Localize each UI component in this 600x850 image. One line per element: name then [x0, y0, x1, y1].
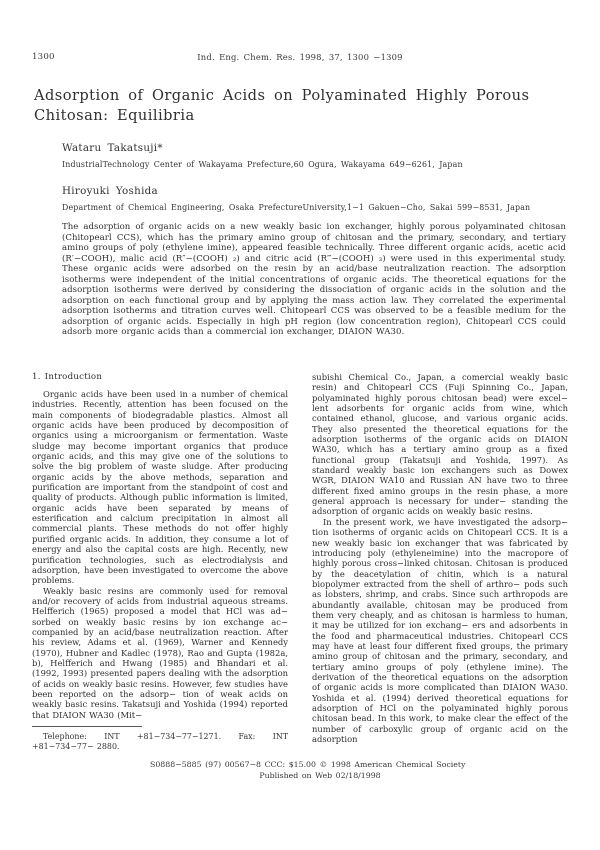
running-head — [32, 52, 568, 66]
left-column — [32, 372, 288, 720]
footer-publication-date: Published on Web 02/18/1998 — [259, 770, 381, 780]
left-paragraph-1: Organic acids have been used in a number of chemical industries. Recently, attention has been focused on the main components of biodegradable plastics. Almost all organic acids have been produced by decomposition of organics using a microorganism or fermentation. Waste sludge may become important organics that produce organic acids, and this may give one of the solutions to solve the big problem of waste sludge. After producing organic acids by the above methods, separation and purification are important from the standpoint of cost and quality of products. Although public information is limited, organic acids have been separated by means of esterification and calcium precipitation in almost all commercial plants. These methods do not offer highly purified organic acids. In addition, they consume a lot of energy and also the capital costs are high. Recently, new purification technologies, such as electrodialysis and adsorption, have been investigated to overcome the above problems. — [32, 389, 288, 586]
right-paragraph-1: subishi Chemical Co., Japan, a comercial weakly basic resin) and Chitopearl CCS (Fuji Spinning Co., Japan, polyaminated highly porous chitosan bead) were excel− lent adsorbents for organic acids from wine, which contained ethanol, glucose, and various organic acids. They also presented the theoretical equations for the adsorption isotherms of the organic acids on DIAION WA30, which has a tertiary amino group as a fixed functional group (Takatsuji and Yoshida, 1997). As standard weakly basic ion exchangers such as Dowex WGR, DIAION WA10 and Russian AN have two to three different fixed amino groups in the resin phase, a more general approach is necessary for under− standing the adsorption of organic acids on weakly basic resins. — [312, 372, 568, 517]
author-name-1: Wataru Takatsuji* — [62, 142, 163, 154]
footnote-separator-rule — [32, 726, 142, 727]
abstract — [62, 222, 566, 338]
section-heading-introduction: 1. Introduction — [32, 372, 103, 382]
footer-identifier-line: S0888−5885 (97) 00567−8 CCC: $15.00 © 1998 American Chemical Society — [150, 760, 466, 769]
author-affiliation-2: Department of Chemical Engineering, Osaka PrefectureUniversity,1−1 Gakuen−Cho, Sakai 599−8531, Japan — [62, 203, 531, 212]
page-footer — [150, 760, 570, 781]
left-paragraph-2: Weakly basic resins are commonly used for removal and/or recovery of acids from industrial aqueous streams. Helfferich (1965) proposed a model that HCl was ad− sorbed on weakly basic resins by ion exchange ac− companied by an acid/base neutralization reaction. After his review, Adams et al. (1969), Warner and Kennedy (1970), Hubner and Kadlec (1978), Rao and Gupta (1982a, b), Helfferich and Hwang (1985) and Bhandari et al. (1992, 1993) presented papers dealing with the adsorption of acids on weakly basic resins. However, few studies have been reported on the adsorp− tion of weak acids on weakly basic resins. Takatsuji and Yoshida (1994) reported that DIAION WA30 (Mit− — [32, 585, 288, 720]
journal-citation: Ind. Eng. Chem. Res. 1998, 37, 1300 −1309 — [197, 52, 403, 62]
body-columns — [32, 372, 568, 772]
abstract-text: The adsorption of organic acids on a new weakly basic ion exchanger, highly porous polyaminated chitosan (Chitopearl CCS), which has the primary amino group of chitosan and the primary, secondary, and tertiary amino groups of poly (ethylene imine), appeared feasible technically. Three different organic acids, acetic acid (R′−COOH), malic acid (R″−(COOH) ₂) and citric acid (R‴−(COOH) ₃) were used in this experimental study. These organic acids were adsorbed on the resin by an acid/base neutralization reaction. The adsorption isotherms were independent of the initial concentrations of organic acids. The theoretical equations for the adsorption isotherms were derived by considering the dissociation of organic acids in the solution and the adsorption on each functional group and by applying the mass action law. They correlated the experimental adsorption isotherms and titration curves well. Chitopearl CCS was observed to be a feasible medium for the adsorption of organic acids. Especially in high pH region (low concentration region), Chitopearl CCS could adsorb more organic acids than a commercial ion exchanger, DIAION WA30. — [62, 222, 566, 338]
right-column — [312, 372, 568, 744]
author-block-1 — [62, 142, 566, 170]
article-title: Adsorption of Organic Acids on Polyaminated Highly Porous Chitosan: Equilibria — [34, 87, 530, 124]
footnote-contact-info: Telephone: INT +81−734−77−1271. Fax: INT +81−734−77− 2880. — [32, 732, 288, 751]
right-paragraph-2: In the present work, we have investigated the adsorp− tion isotherms of organic acids on Chitopearl CCS. It is a new weakly basic ion exchanger that was fabricated by introducing poly (ethyleneimine) into the macropore of highly porous cross−linked chitosan. Chitosan is produced by the deacetylation of chitin, which is a natural biopolymer extracted from the shell of arthro− pods such as lobsters, shrimp, and crabs. Since such arthropods are abundantly available, chitosan may be produced from them very cheaply, and as chitosan is harmless to human, it may be utilized for ion exchang− ers and adsorbents in the food and pharmaceutical industries. Chitopearl CCS may have at least four different fixed groups, the primary amino group of chitosan and the primary, secondary, and tertiary amino groups of poly (ethylene imine). The derivation of the theoretical equations on the adsorption of organic acids is more complicated than DIAION WA30. Yoshida et al. (1994) derived theoretical equations for adsorption of HCl on the polyaminated highly porous chitosan bead. In this work, to make clear the effect of the number of carboxylic group of organic acid on the adsorption — [312, 516, 568, 745]
author-block-2 — [62, 185, 566, 213]
footnote-block — [32, 726, 288, 752]
author-name-2: Hiroyuki Yoshida — [62, 185, 158, 197]
page-folio-number: 1300 — [32, 52, 55, 62]
author-affiliation-1: IndustrialTechnology Center of Wakayama Prefecture,60 Ogura, Wakayama 649−6261, Japan — [62, 160, 463, 169]
